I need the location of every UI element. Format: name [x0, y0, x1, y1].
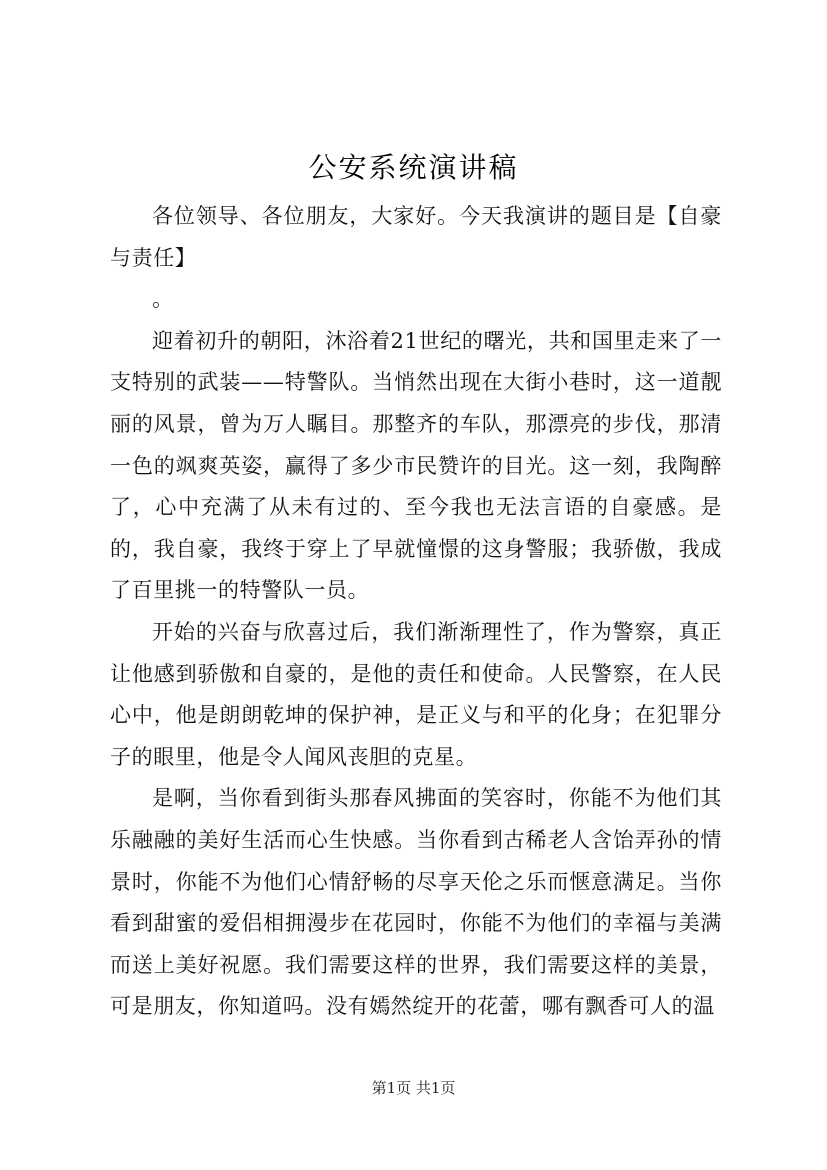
- paragraph-special-police: 迎着初升的朝阳，沐浴着21世纪的曙光，共和国里走来了一支特别的武装——特警队。当悄然出现在大街小巷时，这一道靓丽的风景，曾为万人瞩目。那整齐的车队，那漂亮的步伐，那清一色的飒爽英姿，赢得了多少市民赞许的目光。这一刻，我陶醉了，心中充满了从未有过的、至今我也无法言语的自豪感。是的，我自豪，我终于穿上了早就憧憬的这身警服；我骄傲，我成了百里挑一的特警队一员。: [110, 328, 722, 603]
- paragraph-period: 。: [152, 287, 174, 312]
- paragraph-responsibility: 开始的兴奋与欣喜过后，我们渐渐理性了，作为警察，真正让他感到骄傲和自豪的，是他的责任和使命。人民警察，在人民心中，他是朗朗乾坤的保护神，是正义与和平的化身；在犯罪分子的眼里，他是令人闻风丧胆的克星。: [110, 619, 722, 769]
- paragraph-happiness: 是啊，当你看到街头那春风拂面的笑容时，你能不为他们其乐融融的美好生活而心生快感。当你看到古稀老人含饴弄孙的情景时，你能不为他们心情舒畅的尽享天伦之乐而惬意满足。当你看到甜蜜的爱侣相拥漫步在花园时，你能不为他们的幸福与美满而送上美好祝愿。我们需要这样的世界，我们需要这样的美景，可是朋友，你知道吗。没有嫣然绽开的花蕾，哪有飘香可人的温: [110, 786, 722, 1019]
- page-footer: 第1页 共1页: [371, 1079, 456, 1097]
- document-body: [110, 196, 722, 1028]
- paragraph-greeting: 各位领导、各位朋友，大家好。今天我演讲的题目是【自豪与责任】: [110, 204, 722, 270]
- document-title: 公安系统演讲稿: [308, 151, 519, 184]
